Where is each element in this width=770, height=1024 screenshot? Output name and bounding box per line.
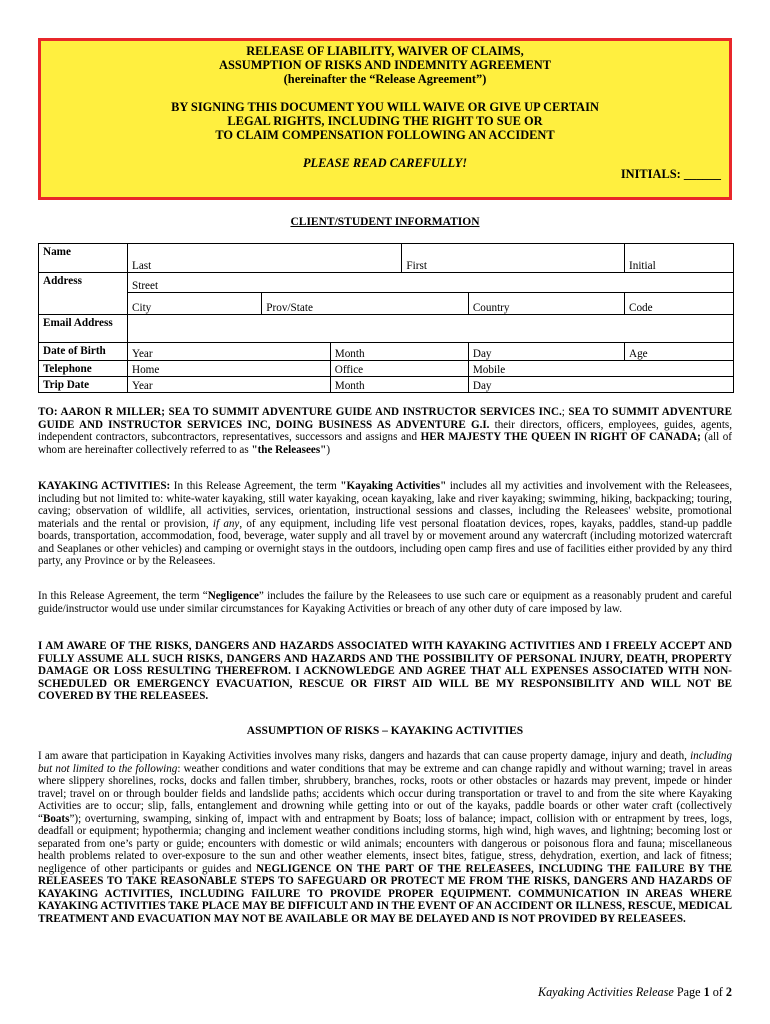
dob-year-field[interactable]: Year [128, 343, 331, 361]
title-line-1: RELEASE OF LIABILITY, WAIVER OF CLAIMS, [246, 44, 524, 58]
kayaking-activities-paragraph: KAYAKING ACTIVITIES: In this Release Agreement, the term "Kayaking Activities" includes all my activities and involvement with the Releasees, including but not limited to: white-water kayaking, still water kayaking, ocean kayaking, lake and river kayaking; swimming, hiking, backpacking; touring, caving; observation of wildlife, all activities, services, orientation, instructional sessions and classes, including the Releasees' website, promotional materials and the rental or provision, if any, of any equipment, including life vest personal floatation devices, ropes, kayaks, paddles, stand-up paddle boards, transportation, accommodation, food, beverage, water supply and all travel by or movement around any watercraft (including motorized watercraft and Seaplanes or other vehicles) and camping or overnight stays in the outdoors, including open camp fires and use of facilities either provided by any third party, any Province or by the Releasees. [38, 480, 732, 567]
negligence-paragraph: In this Release Agreement, the term “Negligence” includes the failure by the Releasees to use such care or equipment as a reasonably prudent and careful guide/instructor would use under similar circumstances for Kayaking Activities or breach of any other duty of care imposed by law. [38, 590, 732, 615]
telephone-label: Telephone [39, 361, 128, 377]
email-label: Email Address [39, 315, 128, 343]
email-field[interactable] [128, 315, 734, 343]
street-field[interactable]: Street [128, 273, 734, 293]
page-footer: Kayaking Activities Release Page 1 of 2 [537, 985, 732, 999]
client-info-table [38, 243, 734, 393]
last-name-field[interactable]: Last [128, 244, 402, 273]
warning-line-1: BY SIGNING THIS DOCUMENT YOU WILL WAIVE OR GIVE UP CERTAIN [171, 99, 599, 114]
trip-month-field[interactable]: Month [330, 377, 468, 393]
warning-banner [38, 38, 732, 200]
address-label: Address [39, 273, 128, 315]
first-name-field[interactable]: First [402, 244, 625, 273]
dob-label: Date of Birth [39, 343, 128, 361]
home-phone-field[interactable]: Home [128, 361, 331, 377]
aware-of-risks-paragraph: I AM AWARE OF THE RISKS, DANGERS AND HAZARDS ASSOCIATED WITH KAYAKING ACTIVITIES AND I FREELY ACCEPT AND FULLY ASSUME ALL SUCH RISKS, DANGERS AND HAZARDS AND THE POSSIBILITY OF PERSONAL INJURY, DEATH, PROPERTY DAMAGE OR LOSS RESULTING THEREFROM. I ACKNOWLEDGE AND AGREE THAT ALL EXPENSES ASSOCIATED WITH NON-SCHEDULED OR EMERGENCY EVACUATION, RESCUE OR FIRST AID WILL BE MY RESPONSIBILITY AND WILL NOT BE COVERED BY THE RELEASEES. [38, 640, 732, 702]
dob-month-field[interactable]: Month [330, 343, 468, 361]
code-field[interactable]: Code [625, 293, 734, 315]
client-info-heading: CLIENT/STUDENT INFORMATION [290, 216, 480, 228]
city-field[interactable]: City [128, 293, 262, 315]
title-line-3: (hereinafter the “Release Agreement”) [283, 72, 487, 87]
releasees-paragraph: TO: AARON R MILLER; SEA TO SUMMIT ADVENTURE GUIDE AND INSTRUCTOR SERVICES INC.; SEA TO SUMMIT ADVENTURE GUIDE AND INSTRUCTOR SERVICES INC, DOING BUSINESS AS ADVENTURE G.I. their directors, officers, employees, guides, agents, independent contractors, subcontractors, representatives, successors and assigns and HER MAJESTY THE QUEEN IN RIGHT OF CANADA; (all of whom are hereinafter collectively referred to as "the Releasees") [38, 406, 732, 456]
assumption-paragraph: I am aware that participation in Kayaking Activities involves many risks, dangers and hazards that can cause property damage, injury and death, including but not limited to the following: weather conditions and water conditions that may be extreme and can change rapidly and without warning; travel in areas where slippery shorelines, rocks, docks and fallen timber, shrubbery, branches, rocks, roots or other obstacles or hazards may prevent, impede or hinder travel; travel on or through boulder fields and landslide paths; accidents which occur during transportation or travel to and from the site where Kayaking Activities are to occur; slip, falls, entanglement and drowning while getting into or out of the kayaks, paddle boards or other water craft (collectively “Boats”); overturning, swamping, sinking of, impact with and entrapment by Boats; loss of balance; impact, collision with or entrapment by trees, logs, deadfall or equipment; hypothermia; changing and inclement weather conditions including storms, high wind, high waves, and lightning; becoming lost or separated from one’s party or guide; encounters with domestic or wild animals; encounters with dangerous or poisonous flora and fauna; miscellaneous health problems related to over-exposure to the sun and other weather elements, insect bites, fatigue, stress, dehydration, exertion, and lack of fitness; negligence of other participants or guides and NEGLIGENCE ON THE PART OF THE RELEASEES, INCLUDING THE FAILURE BY THE RELEASEES TO TAKE REASONABLE STEPS TO SAFEGUARD OR PROTECT ME FROM THE RISKS, DANGERS AND HAZARDS OF KAYAKING ACTIVITIES, INCLUDING FAILURE TO PROVIDE PROPER EQUIPMENT. COMMUNICATION IN AREAS WHERE KAYAKING ACTIVITIES TAKE PLACE MAY BE DIFFICULT AND IN THE EVENT OF AN ACCIDENT OR ILLNESS, RESCUE, MEDICAL TREATMENT AND EVACUATION MAY NOT BE AVAILABLE OR MAY BE DELAYED AND IS NOT PROVIDED BY RELEASEES. [38, 750, 732, 925]
office-phone-field[interactable]: Office [330, 361, 468, 377]
age-field[interactable]: Age [625, 343, 734, 361]
assumption-heading: ASSUMPTION OF RISKS – KAYAKING ACTIVITIES [246, 725, 524, 737]
name-label: Name [39, 244, 128, 273]
please-read-carefully: PLEASE READ CAREFULLY! [302, 156, 468, 171]
dob-day-field[interactable]: Day [468, 343, 624, 361]
warning-line-2: LEGAL RIGHTS, INCLUDING THE RIGHT TO SUE OR [227, 113, 543, 128]
trip-day-field[interactable]: Day [468, 377, 733, 393]
initials-field[interactable]: INITIALS: ______ [620, 167, 721, 181]
initial-field[interactable]: Initial [625, 244, 734, 273]
country-field[interactable]: Country [468, 293, 624, 315]
trip-date-label: Trip Date [39, 377, 128, 393]
trip-year-field[interactable]: Year [128, 377, 331, 393]
title-line-2: ASSUMPTION OF RISKS AND INDEMNITY AGREEMENT [219, 58, 551, 73]
prov-state-field[interactable]: Prov/State [262, 293, 469, 315]
mobile-phone-field[interactable]: Mobile [468, 361, 733, 377]
warning-line-3: TO CLAIM COMPENSATION FOLLOWING AN ACCIDENT [215, 128, 555, 143]
